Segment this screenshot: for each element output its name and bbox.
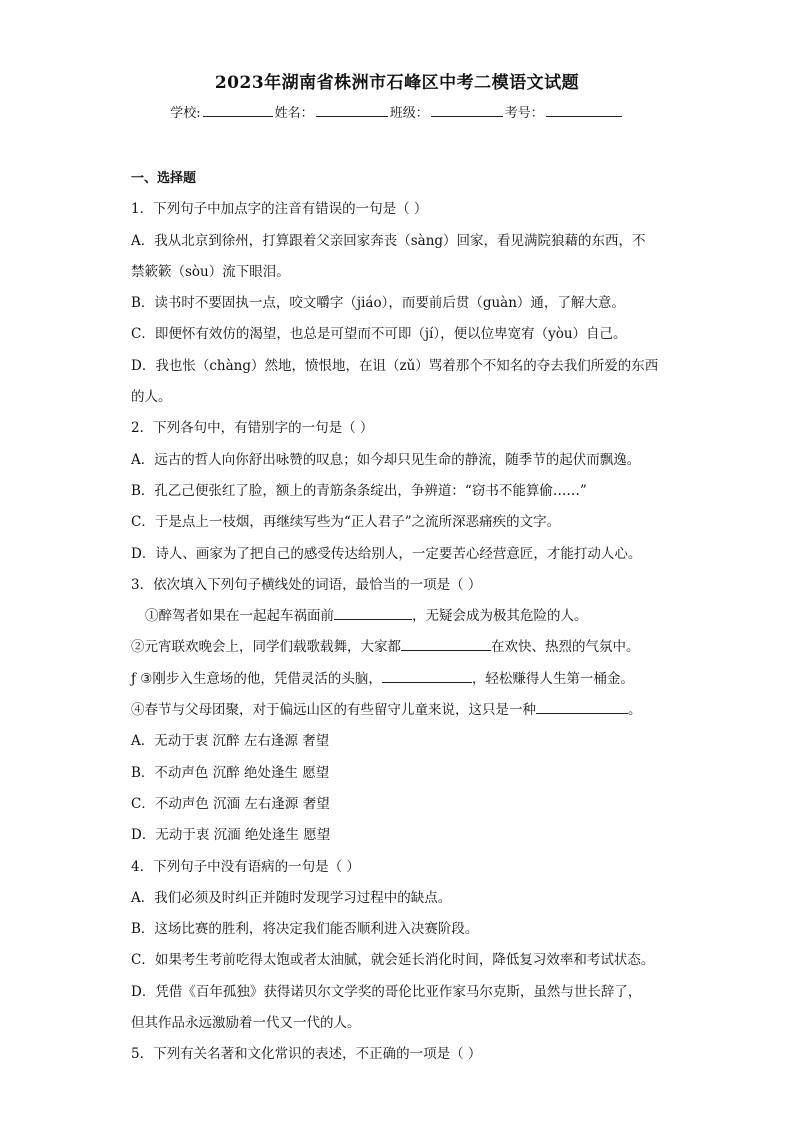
name-blank [316, 104, 388, 117]
exam-title: 2023年湖南省株洲市石峰区中考二模语文试题 [214, 73, 580, 93]
question-1-option-d-cont: 的人。 [131, 389, 172, 406]
question-4-option-b: B．这场比赛的胜利，将决定我们能否顺利进入决赛阶段。 [131, 921, 479, 938]
answer-blank [334, 605, 412, 620]
question-3-stem: 3．依次填入下列句子横线处的词语，最恰当的一项是（ ） [131, 576, 482, 593]
student-info-line [0, 102, 794, 121]
class-label: 班级： [389, 106, 429, 121]
question-1-option-b: B．读书时不要固执一点，咬文嚼字（jiáo），而要前后贯（guàn）通，了解大意。 [131, 295, 625, 312]
question-4-option-a: A．我们必须及时纠正并随时发现学习过程中的缺点。 [131, 889, 452, 906]
question-4-option-c: C．如果考生考前吃得太饱或者太油腻，就会延长消化时间，降低复习效率和考试状态。 [131, 952, 655, 969]
sentence-text: ƒ ③刚步入生意场的他，凭借灵活的头脑， [131, 670, 382, 687]
question-content [131, 163, 671, 1071]
section-heading: 一、选择题 [131, 171, 197, 186]
question-1-option-c: C．即便怀有效仿的渴望，也总是可望而不可即（jí），便以位卑宽宥（yòu）自己。 [131, 326, 627, 343]
question-2-option-b: B．孔乙己便张红了脸，额上的青筋条条绽出，争辨道：“窃书不能算偷……” [131, 482, 587, 499]
question-3-option-c: C．不动声色 沉湎 左右逢源 奢望 [131, 795, 330, 812]
question-3-sentence-2 [131, 632, 671, 663]
question-1-option-a: A．我从北京到徐州，打算跟着父亲回家奔丧（sàng）回家，看见满院狼藉的东西，不 [131, 232, 646, 249]
question-4-stem: 4．下列句子中没有语病的一句是（ ） [131, 858, 360, 875]
exam-no-blank [546, 104, 622, 117]
question-1-option-d: D．我也怅（chàng）然地，愤恨地，在诅（zǔ）骂着那个不知名的夺去我们所爱的东西 [131, 357, 659, 374]
question-2-option-a: A．远古的哲人向你舒出咏赞的叹息；如今却只见生命的静流，随季节的起伏而飘逸。 [131, 451, 641, 468]
sentence-text: 。 [628, 702, 642, 719]
sentence-text: ④春节与父母团聚，对于偏远山区的有些留守儿童来说，这只是一种 [131, 702, 536, 719]
sentence-text: ②元宵联欢晚会上，同学们载歌载舞，大家都 [131, 639, 401, 656]
school-blank [203, 104, 273, 117]
question-3-option-a: A．无动于衷 沉醉 左右逢源 奢望 [131, 733, 330, 750]
question-3-sentence-4 [131, 695, 671, 726]
exam-no-label: 考号： [504, 106, 544, 121]
question-4-option-d: D．凭借《百年孤独》获得诺贝尔文学奖的哥伦比亚作家马尔克斯，虽然与世长辞了， [131, 983, 642, 1000]
class-blank [431, 104, 503, 117]
question-2-option-c: C．于是点上一枝烟，再继续写些为“正人君子”之流所深恶痛疾的文字。 [131, 514, 561, 531]
answer-blank [382, 668, 472, 683]
school-label: 学校: [170, 106, 201, 121]
question-3-sentence-3 [131, 664, 671, 695]
question-2-option-d: D．诗人、画家为了把自己的感受传达给别人，一定要苦心经营意匠，才能打动人心。 [131, 545, 642, 562]
question-3-option-b: B．不动声色 沉醉 绝处逢生 愿望 [131, 764, 330, 781]
question-3-sentence-1 [131, 601, 671, 632]
question-3-option-d: D．无动于衷 沉湎 绝处逢生 愿望 [131, 827, 331, 844]
answer-blank [401, 636, 491, 651]
sentence-text: ①醉驾者如果在一起起车祸面前 [145, 608, 334, 625]
sentence-text: ，无疑会成为极其危险的人。 [412, 608, 588, 625]
sentence-text: 在欢快、热烈的气氛中。 [491, 639, 640, 656]
question-4-option-d-cont: 但其作品永远激励着一代又一代的人。 [131, 1015, 361, 1032]
answer-blank [536, 699, 628, 714]
name-label: 姓名： [274, 106, 314, 121]
question-1-stem: 1．下列句子中加点字的注音有错误的一句是（ ） [131, 201, 428, 218]
sentence-text: ，轻松赚得人生第一桶金。 [471, 670, 634, 687]
question-2-stem: 2．下列各句中，有错别字的一句是（ ） [131, 420, 374, 437]
question-1-option-a-cont: 禁簌簌（sòu）流下眼泪。 [131, 263, 290, 280]
question-5-stem: 5．下列有关名著和文化常识的表述，不正确的一项是（ ） [131, 1046, 482, 1063]
